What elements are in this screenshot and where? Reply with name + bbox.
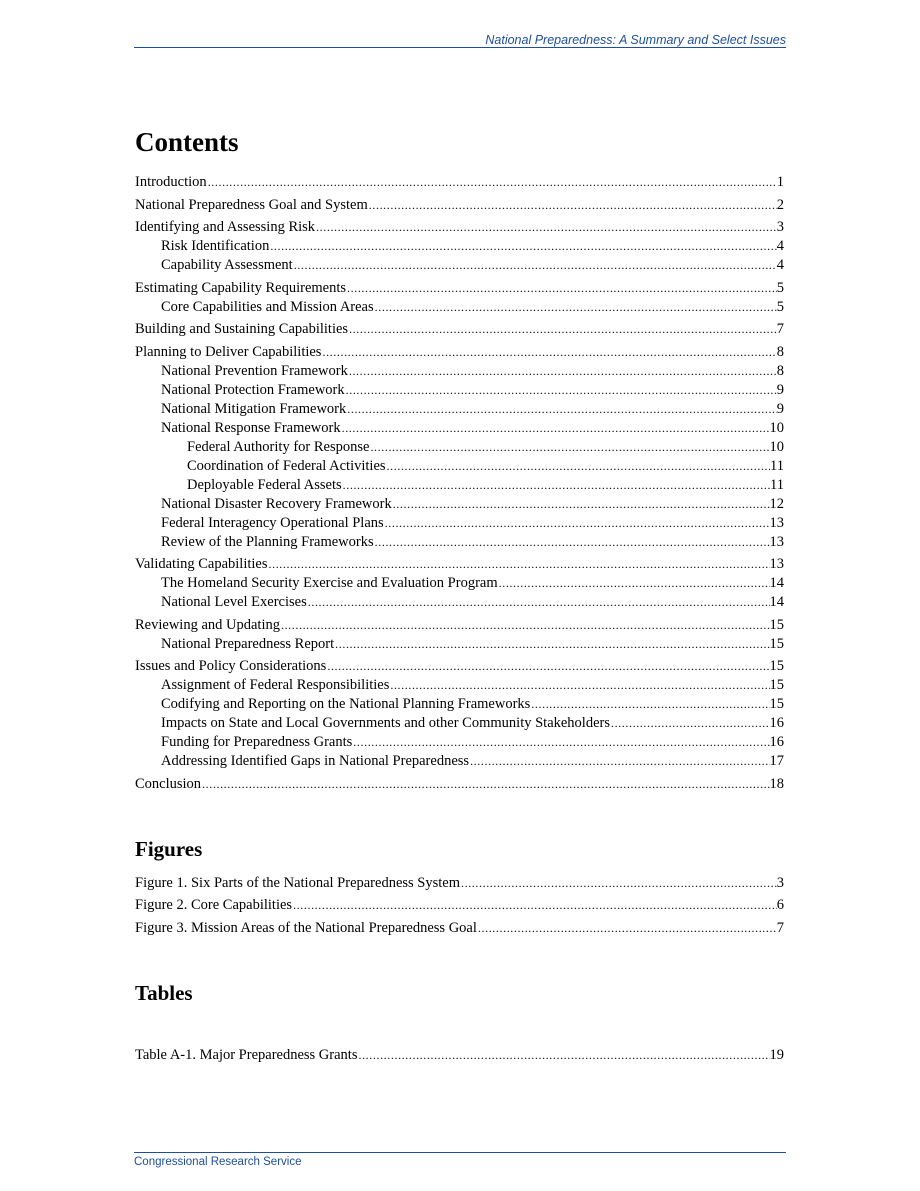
dot-leader	[321, 343, 776, 362]
figure-entry[interactable]	[135, 874, 784, 893]
toc-entry[interactable]	[135, 438, 784, 457]
figure-entry[interactable]	[135, 896, 784, 915]
dot-leader	[374, 533, 770, 552]
toc-entry[interactable]	[135, 419, 784, 438]
toc-entry-page: 11	[770, 476, 784, 493]
toc-entry-title: Core Capabilities and Mission Areas	[161, 298, 374, 315]
toc-entry-title: The Homeland Security Exercise and Evaluation Program	[161, 575, 498, 591]
toc-entry-title: Introduction	[135, 174, 207, 190]
toc-entry-page: 2	[776, 196, 784, 213]
toc-entry-title: National Preparedness Goal and System	[135, 196, 368, 213]
dot-leader	[268, 555, 770, 574]
toc-entry[interactable]	[135, 256, 784, 275]
dot-leader	[392, 495, 770, 514]
figure-entry-page: 7	[776, 919, 784, 936]
toc-entry-title: National Level Exercises	[161, 594, 307, 610]
toc-entry[interactable]	[135, 593, 784, 612]
toc-entry[interactable]	[135, 279, 784, 298]
toc-entry-page: 16	[769, 734, 784, 750]
toc-entry-title: Addressing Identified Gaps in National Preparedness	[161, 753, 470, 769]
toc-entry-title: Coordination of Federal Activities	[187, 457, 386, 474]
footer-source: Congressional Research Service	[134, 1156, 302, 1168]
toc-entry[interactable]	[135, 196, 784, 215]
dot-leader	[341, 419, 770, 438]
toc-entry[interactable]	[135, 298, 784, 317]
dot-leader	[346, 279, 777, 298]
toc-entry-title: Federal Authority for Response	[187, 438, 370, 455]
toc-entry-title: Validating Capabilities	[135, 556, 268, 572]
toc-entry-title: Building and Sustaining Capabilities	[135, 321, 349, 337]
toc-entry[interactable]	[135, 457, 784, 476]
dot-leader	[280, 616, 770, 635]
toc-entry[interactable]	[135, 173, 784, 192]
figures-list	[135, 874, 784, 938]
toc-entry-title: National Protection Framework	[161, 381, 345, 398]
toc-entry-title: Codifying and Reporting on the National Planning Frameworks	[161, 696, 531, 712]
tables-heading: Tables	[135, 980, 193, 1005]
toc-entry-page: 9	[776, 381, 784, 398]
table-entry-title: Table A-1. Major Preparedness Grants	[135, 1046, 358, 1063]
toc-entry-title: Reviewing and Updating	[135, 616, 280, 633]
toc-entry-page: 15	[769, 677, 784, 693]
table-entry-page: 19	[769, 1046, 784, 1063]
toc-entry-page: 15	[769, 616, 784, 633]
toc-entry[interactable]	[135, 714, 784, 733]
toc-entry[interactable]	[135, 657, 784, 676]
toc-entry[interactable]	[135, 616, 784, 635]
dot-leader	[346, 400, 777, 419]
dot-leader	[292, 896, 777, 915]
toc-entry[interactable]	[135, 320, 784, 339]
toc-entry[interactable]	[135, 237, 784, 256]
toc-entry-page: 4	[776, 238, 784, 254]
toc-entry-page: 11	[770, 457, 784, 474]
toc-entry-page: 5	[776, 298, 784, 315]
toc-entry[interactable]	[135, 676, 784, 695]
dot-leader	[352, 733, 769, 752]
toc-entry[interactable]	[135, 752, 784, 771]
toc-entry[interactable]	[135, 695, 784, 714]
dot-leader	[348, 362, 777, 381]
dot-leader	[201, 775, 769, 794]
figure-entry-page: 3	[776, 874, 784, 891]
toc-entry-title: Conclusion	[135, 775, 202, 792]
toc-entry[interactable]	[135, 218, 784, 237]
dot-leader	[357, 1046, 769, 1065]
contents-list	[135, 173, 784, 794]
toc-entry[interactable]	[135, 381, 784, 400]
toc-entry-title: Impacts on State and Local Governments and other Community Stakeholders	[161, 715, 610, 731]
toc-entry-title: Funding for Preparedness Grants	[161, 734, 353, 750]
toc-entry-title: Estimating Capability Requirements	[135, 279, 347, 296]
dot-leader	[342, 476, 770, 495]
toc-entry-page: 17	[769, 753, 784, 769]
toc-entry-title: Assignment of Federal Responsibilities	[161, 677, 390, 693]
figures-heading: Figures	[135, 836, 203, 861]
toc-entry-page: 4	[776, 257, 784, 273]
dot-leader	[269, 237, 776, 256]
running-header	[134, 34, 786, 48]
toc-entry-page: 15	[769, 658, 784, 674]
toc-entry-title: Deployable Federal Assets	[187, 476, 342, 493]
toc-entry-title: Identifying and Assessing Risk	[135, 219, 316, 235]
dot-leader	[334, 635, 769, 654]
toc-entry-page: 3	[776, 219, 784, 235]
dot-leader	[345, 381, 777, 400]
toc-entry-page: 10	[769, 438, 784, 455]
toc-entry-page: 13	[769, 514, 784, 531]
dot-leader	[374, 298, 777, 317]
dot-leader	[293, 256, 777, 275]
toc-entry-page: 13	[769, 533, 784, 550]
toc-entry-page: 13	[769, 556, 784, 572]
toc-entry-page: 15	[769, 696, 784, 712]
toc-entry[interactable]	[135, 514, 784, 533]
dot-leader	[469, 752, 769, 771]
toc-entry-title: Risk Identification	[161, 238, 270, 254]
dot-leader	[369, 438, 769, 457]
dot-leader	[386, 457, 770, 476]
dot-leader	[530, 695, 769, 714]
figure-entry-title: Figure 3. Mission Areas of the National Preparedness Goal	[135, 919, 477, 936]
toc-entry-page: 8	[776, 343, 784, 360]
table-entry[interactable]	[135, 1046, 784, 1065]
toc-entry-page: 18	[769, 775, 784, 792]
dot-leader	[389, 676, 769, 695]
dot-leader	[477, 919, 777, 938]
toc-entry-page: 16	[769, 715, 784, 731]
figure-entry-title: Figure 1. Six Parts of the National Preparedness System	[135, 874, 460, 891]
document-body	[135, 125, 784, 1065]
figure-entry-title: Figure 2. Core Capabilities	[135, 897, 293, 913]
toc-entry-title: Planning to Deliver Capabilities	[135, 343, 322, 360]
toc-entry[interactable]	[135, 635, 784, 654]
footer	[134, 1152, 786, 1168]
dot-leader	[384, 514, 770, 533]
toc-entry-page: 5	[776, 279, 784, 296]
toc-entry-page: 8	[776, 362, 784, 379]
toc-entry-page: 14	[769, 575, 784, 591]
contents-heading: Contents	[135, 127, 239, 157]
toc-entry-page: 9	[776, 400, 784, 417]
toc-entry-title: Federal Interagency Operational Plans	[161, 514, 384, 531]
toc-entry-title: National Mitigation Framework	[161, 400, 347, 417]
dot-leader	[610, 714, 770, 733]
toc-entry[interactable]	[135, 495, 784, 514]
dot-leader	[348, 320, 777, 339]
toc-entry[interactable]	[135, 343, 784, 362]
toc-entry[interactable]	[135, 574, 784, 593]
toc-entry-title: Review of the Planning Frameworks	[161, 533, 374, 550]
toc-entry-page: 12	[769, 495, 784, 512]
toc-entry-title: National Disaster Recovery Framework	[161, 495, 392, 512]
toc-entry-title: Issues and Policy Considerations	[135, 658, 327, 674]
toc-entry[interactable]	[135, 400, 784, 419]
toc-entry[interactable]	[135, 775, 784, 794]
toc-entry-page: 7	[776, 321, 784, 337]
dot-leader	[326, 657, 769, 676]
dot-leader	[207, 173, 777, 192]
running-header-title: National Preparedness: A Summary and Select Issues	[485, 33, 786, 47]
toc-entry[interactable]	[135, 362, 784, 381]
toc-entry-page: 1	[776, 174, 784, 190]
tables-list	[135, 1046, 784, 1065]
dot-leader	[368, 196, 777, 215]
toc-entry[interactable]	[135, 476, 784, 495]
figure-entry-page: 6	[776, 897, 784, 913]
dot-leader	[315, 218, 777, 237]
toc-entry-page: 10	[769, 419, 784, 436]
dot-leader	[498, 574, 770, 593]
toc-entry[interactable]	[135, 733, 784, 752]
toc-entry-page: 14	[769, 594, 784, 610]
toc-entry-title: Capability Assessment	[161, 257, 293, 273]
toc-entry-page: 15	[769, 635, 784, 652]
dot-leader	[460, 874, 777, 893]
figure-entry[interactable]	[135, 919, 784, 938]
toc-entry-title: National Response Framework	[161, 419, 341, 436]
toc-entry[interactable]	[135, 555, 784, 574]
toc-entry-title: National Prevention Framework	[161, 362, 348, 379]
toc-entry-title: National Preparedness Report	[161, 635, 335, 652]
toc-entry[interactable]	[135, 533, 784, 552]
dot-leader	[307, 593, 770, 612]
